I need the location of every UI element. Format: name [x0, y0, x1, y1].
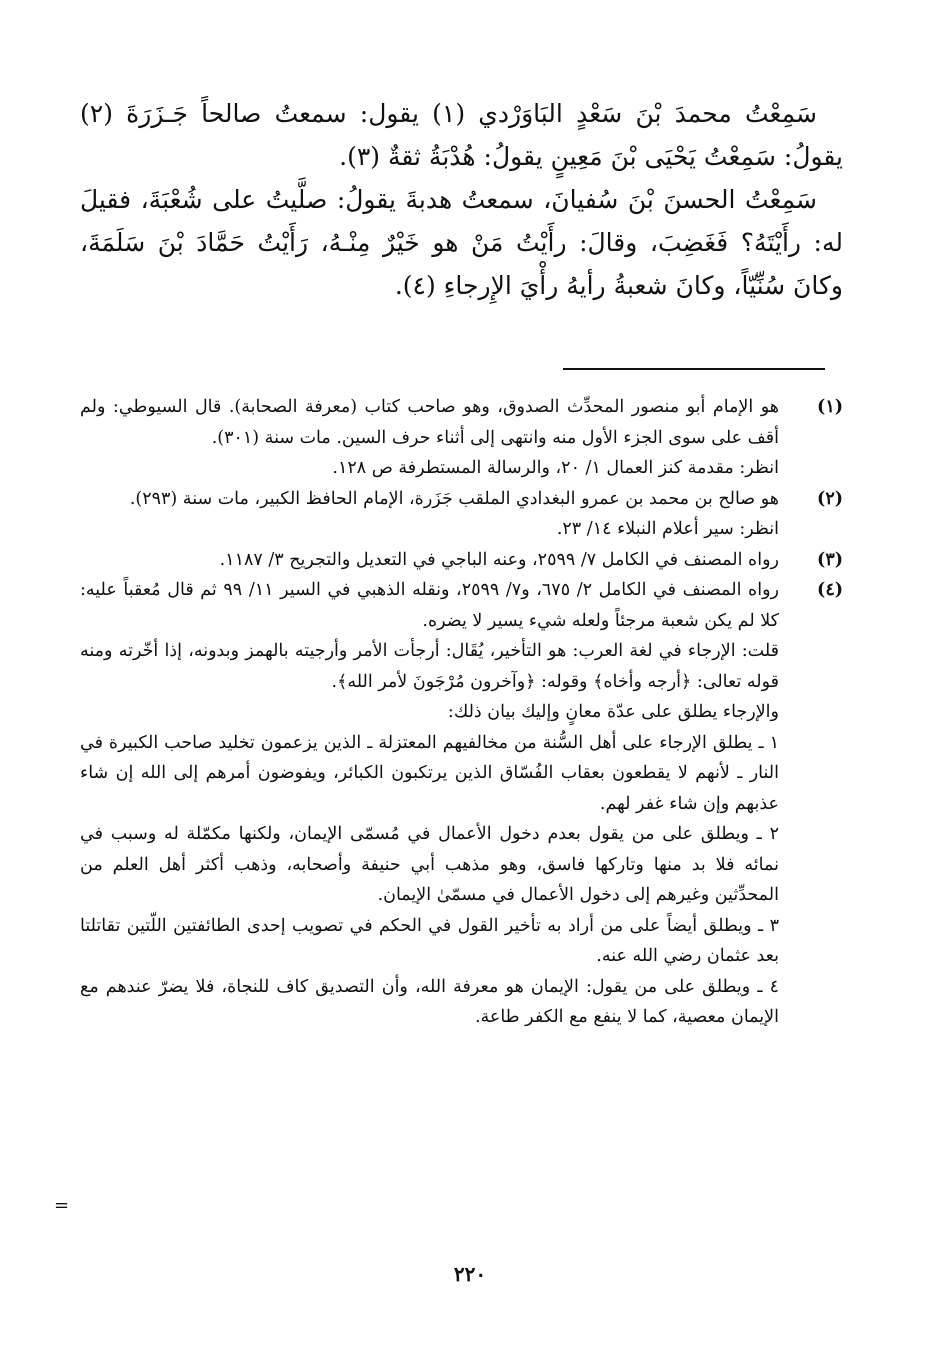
footnote-line: هو صالح بن محمد بن عمرو البغدادي الملقب جَزَرة، الإمام الحافظ الكبير، مات سنة (٢٩٣).	[129, 488, 779, 509]
footnote-body	[80, 392, 779, 484]
footnote-line: ٤ ـ ويطلق على من يقول: الإيمان هو معرفة الله، وأن التصديق كاف للنجاة، فلا يضرّ عندهم مع الإيمان معصية، كما لا ينفع مع الكفر طاعة.	[80, 976, 779, 1027]
main-text	[80, 92, 843, 307]
footnote-line: رواه المصنف في الكامل ٢/ ٦٧٥، و٧/ ٢٥٩٩، ونقله الذهبي في السير ١١/ ٩٩ ثم قال مُعقباً عليه: كلا لم يكن شعبة مرجئاً ولعله شيء يسير لا يضره.	[80, 580, 779, 631]
footnote-number: (٣)	[817, 549, 843, 570]
footnote-number: (٢)	[817, 488, 843, 509]
page-number: ٢٢٠	[453, 1262, 487, 1286]
footnote-4	[80, 575, 843, 1033]
footnote-line: رواه المصنف في الكامل ٧/ ٢٥٩٩، وعنه الباجي في التعديل والتجريح ٣/ ١١٨٧.	[219, 549, 779, 570]
footnote-divider	[563, 368, 825, 370]
footnote-line: انظر: مقدمة كنز العمال ١/ ٢٠، والرسالة المستطرفة ص ١٢٨.	[332, 458, 779, 478]
footnote-line: ١ ـ يطلق الإرجاء على أهل السُّنة من مخالفيهم المعتزلة ـ الذين يزعمون تخليد صاحب الكبيرة في النار ـ لأنهم لا يقطعون بعقاب الفُسّاق الذين يرتكبون الكبائر، ويفوضون أمرهم إلى الله إن شاء عذبهم وإن شاء غفر لهم.	[80, 732, 779, 814]
footnote-2	[80, 484, 843, 545]
main-paragraph-1: سَمِعْتُ محمدَ بْنَ سَعْدٍ البَاوَرْدي (١) يقول: سمعتُ صالحاً جَـزَرَةَ (٢) يقولُ: سَمِعْتُ يَحْيَى بْنَ مَعِينٍ يقولُ: هُدْبَةُ ثقةٌ (٣).	[80, 99, 843, 171]
footnote-3	[80, 545, 843, 576]
footnotes	[80, 392, 843, 1033]
footnote-body	[80, 575, 779, 1033]
footnote-body	[80, 484, 779, 545]
footnote-1	[80, 392, 843, 484]
footnote-line: قلت: الإرجاء في لغة العرب: هو التأخير، يُقَال: أرجأت الأمر وأرجيته بالهمز وبدونه، إذا أخّرته ومنه قوله تعالى: ﴿أرجه وأخاه﴾ وقوله: ﴿وآخرون مُرْجَونَ لأمر الله﴾.	[80, 641, 779, 692]
footnote-line: هو الإمام أبو منصور المحدِّث الصدوق، وهو صاحب كتاب (معرفة الصحابة). قال السيوطي: ولم أقف على سوى الجزء الأول منه وانتهى إلى أثناء حرف السين. مات سنة (٣٠١).	[80, 397, 779, 448]
main-paragraph-2: سَمِعْتُ الحسنَ بْنَ سُفيانَ، سمعتُ هدبةَ يقولُ: صلَّيتُ على شُعْبَةَ، فقيلَ له: رأَيْتَهُ؟ فَغَضِبَ، وقالَ: رأَيْتُ مَنْ هو خَيْرٌ مِنْـهُ، رَأَيْتُ حَمَّادَ بْنَ سَلَمَةَ، وكانَ سُنِّيّاً، وكانَ شعبةُ رأيهُ رأْيَ الإِرجاءِ (٤).	[80, 185, 843, 300]
footnote-line: ٢ ـ ويطلق على من يقول بعدم دخول الأعمال في مُسمّى الإيمان، ولكنها مكمّلة له وسبب في نمائه فلا بد منها وتاركها فاسق، وهو مذهب أبي حنيفة وأصحابه، وذهب أكثر أهل العلم من المحدِّثين وغيرهم إلى دخول الأعمال في مسمّىٰ الإيمان.	[80, 824, 779, 905]
footnote-line: انظر: سير أعلام النبلاء ١٤/ ٢٣.	[556, 519, 779, 539]
footnote-body	[80, 545, 779, 576]
footnote-number: (١)	[817, 397, 843, 417]
footnote-line: ٣ ـ ويطلق أيضاً على من أراد به تأخير القول في الحكم في تصويب إحدى الطائفتين اللّتين تقاتلتا بعد عثمان رضي الله عنه.	[80, 915, 779, 966]
footnote-line: والإرجاء يطلق على عدّة معانٍ وإليك بيان ذلك:	[447, 702, 779, 722]
continuation-mark: =	[54, 1195, 70, 1216]
footnote-number: (٤)	[817, 580, 843, 600]
